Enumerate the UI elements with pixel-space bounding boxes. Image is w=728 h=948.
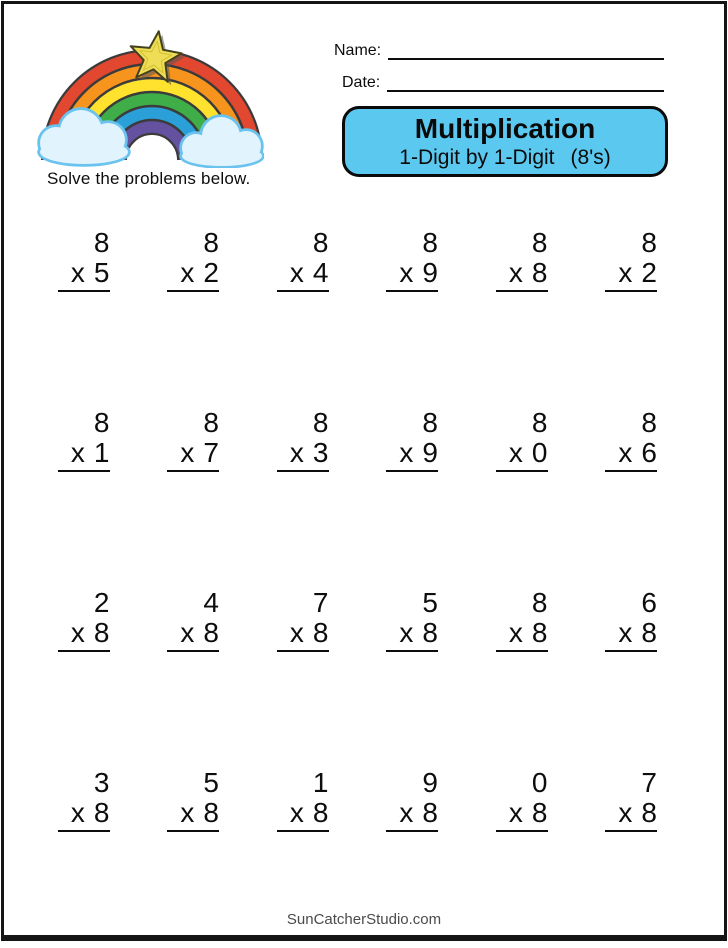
multiplier-row	[71, 618, 110, 647]
multiplicand: 0	[531, 767, 548, 798]
multiplier-row	[618, 258, 657, 287]
answer-line	[386, 650, 438, 652]
problem	[438, 408, 548, 588]
multiplicand: 8	[641, 407, 657, 438]
multiplier: 8	[531, 257, 548, 288]
multiplier: 2	[641, 257, 657, 288]
multiplier-row	[180, 438, 219, 467]
multiply-sign: x	[289, 437, 304, 468]
problem	[548, 228, 658, 408]
multiplier: 8	[531, 617, 548, 648]
multiplicand: 8	[312, 227, 329, 258]
site-credit: SunCatcherStudio.com	[286, 911, 442, 928]
answer-line	[605, 830, 657, 832]
multiplier: 8	[203, 797, 219, 828]
multiplicand: 8	[93, 407, 110, 438]
multiplicand: 8	[641, 227, 657, 258]
answer-line	[58, 650, 110, 652]
multiplier: 1	[93, 437, 110, 468]
problem	[548, 408, 658, 588]
answer-line	[386, 470, 438, 472]
multiplier-row	[509, 438, 548, 467]
name-field-row	[334, 42, 664, 60]
worksheet-subtitle	[345, 145, 665, 170]
problem	[219, 228, 329, 408]
multiplier: 3	[312, 437, 329, 468]
multiply-sign: x	[618, 437, 633, 468]
problem	[219, 408, 329, 588]
multiplier: 8	[641, 617, 657, 648]
multiply-sign: x	[618, 617, 633, 648]
multiplicand: 8	[203, 407, 219, 438]
multiplier-row	[509, 258, 548, 287]
multiply-sign: x	[508, 257, 523, 288]
multiplicand: 6	[641, 587, 657, 618]
multiplier: 9	[422, 437, 438, 468]
multiplicand: 9	[422, 767, 438, 798]
multiplier-row	[509, 618, 548, 647]
subtitle-text: 1-Digit by 1-Digit	[399, 146, 555, 169]
multiplier-row	[290, 798, 329, 827]
multiplicand: 8	[312, 407, 329, 438]
multiplier-row	[509, 798, 548, 827]
answer-line	[167, 650, 219, 652]
multiplier-row	[71, 258, 110, 287]
multiplier-row	[618, 618, 657, 647]
multiplicand: 8	[422, 227, 438, 258]
multiplier-row	[618, 798, 657, 827]
multiply-sign: x	[180, 617, 195, 648]
multiply-sign: x	[70, 257, 85, 288]
multiplier: 8	[531, 797, 548, 828]
answer-line	[167, 830, 219, 832]
answer-line	[58, 470, 110, 472]
instruction-text: Solve the problems below.	[47, 169, 251, 188]
problems-grid	[0, 228, 657, 948]
multiplier: 8	[312, 797, 329, 828]
multiplicand: 5	[422, 587, 438, 618]
multiplicand: 8	[531, 407, 548, 438]
answer-line	[277, 470, 329, 472]
multiplier: 6	[641, 437, 657, 468]
multiply-sign: x	[70, 437, 85, 468]
multiplicand: 8	[531, 587, 548, 618]
rainbow-svg	[36, 28, 264, 168]
multiplier-row	[71, 438, 110, 467]
answer-line	[58, 290, 110, 292]
multiplier: 5	[93, 257, 110, 288]
multiplicand: 3	[93, 767, 110, 798]
multiplier-row	[180, 258, 219, 287]
answer-line	[386, 290, 438, 292]
date-blank-line	[387, 74, 664, 92]
multiplier-row	[399, 258, 438, 287]
problem	[438, 228, 548, 408]
multiply-sign: x	[508, 617, 523, 648]
multiplier: 2	[203, 257, 219, 288]
worksheet-title-box	[342, 106, 668, 177]
multiplicand: 8	[531, 227, 548, 258]
multiplier: 8	[93, 617, 110, 648]
problem	[329, 588, 439, 768]
multiplier-row	[180, 798, 219, 827]
worksheet-title: Multiplication	[414, 113, 596, 144]
multiplier: 8	[422, 617, 438, 648]
multiply-sign: x	[399, 797, 414, 828]
multiply-sign: x	[289, 617, 304, 648]
date-label: Date:	[342, 74, 381, 91]
multiply-sign: x	[289, 797, 304, 828]
problem	[110, 228, 220, 408]
answer-line	[386, 830, 438, 832]
multiply-sign: x	[508, 437, 523, 468]
multiplicand: 7	[641, 767, 657, 798]
date-field-row	[334, 74, 664, 92]
answer-line	[496, 830, 548, 832]
multiplier: 7	[203, 437, 219, 468]
multiplicand: 7	[312, 587, 329, 618]
answer-line	[496, 290, 548, 292]
multiply-sign: x	[70, 617, 85, 648]
multiply-sign: x	[399, 257, 414, 288]
multiplier: 8	[312, 617, 329, 648]
multiplier: 8	[641, 797, 657, 828]
multiplier-row	[399, 798, 438, 827]
multiply-sign: x	[618, 797, 633, 828]
answer-line	[496, 470, 548, 472]
multiplier: 9	[422, 257, 438, 288]
answer-line	[58, 830, 110, 832]
problem	[0, 408, 110, 588]
rainbow-icon	[36, 28, 264, 168]
multiply-sign: x	[180, 257, 195, 288]
answer-line	[605, 290, 657, 292]
answer-line	[605, 470, 657, 472]
multiplicand: 8	[422, 407, 438, 438]
multiplier-row	[290, 258, 329, 287]
multiplicand: 8	[93, 227, 110, 258]
multiplier-row	[618, 438, 657, 467]
multiplicand: 4	[203, 587, 219, 618]
multiplier: 8	[203, 617, 219, 648]
problem	[110, 588, 220, 768]
multiplicand: 8	[203, 227, 219, 258]
answer-line	[167, 470, 219, 472]
answer-line	[167, 290, 219, 292]
multiply-sign: x	[180, 437, 195, 468]
multiplier-row	[290, 438, 329, 467]
problem	[0, 228, 110, 408]
problem	[329, 228, 439, 408]
multiplier-row	[180, 618, 219, 647]
answer-line	[496, 650, 548, 652]
multiplier-row	[290, 618, 329, 647]
problem	[329, 408, 439, 588]
multiply-sign: x	[399, 437, 414, 468]
problem	[219, 588, 329, 768]
problem	[438, 588, 548, 768]
multiplier: 4	[312, 257, 329, 288]
multiplier: 8	[422, 797, 438, 828]
multiplicand: 1	[312, 767, 329, 798]
multiplier: 0	[531, 437, 548, 468]
answer-line	[277, 650, 329, 652]
problem	[110, 408, 220, 588]
answer-line	[605, 650, 657, 652]
problem	[0, 588, 110, 768]
multiplicand: 5	[203, 767, 219, 798]
multiply-sign: x	[508, 797, 523, 828]
answer-line	[277, 290, 329, 292]
name-label: Name:	[334, 42, 382, 59]
multiplicand: 2	[93, 587, 110, 618]
multiply-sign: x	[618, 257, 633, 288]
subtitle-set-label: (8's)	[570, 146, 611, 169]
multiply-sign: x	[289, 257, 304, 288]
answer-line	[277, 830, 329, 832]
multiply-sign: x	[180, 797, 195, 828]
multiplier-row	[399, 618, 438, 647]
multiplier-row	[399, 438, 438, 467]
multiply-sign: x	[70, 797, 85, 828]
multiply-sign: x	[399, 617, 414, 648]
name-blank-line	[388, 42, 664, 60]
multiplier-row	[71, 798, 110, 827]
problem	[548, 588, 658, 768]
multiplier: 8	[93, 797, 110, 828]
